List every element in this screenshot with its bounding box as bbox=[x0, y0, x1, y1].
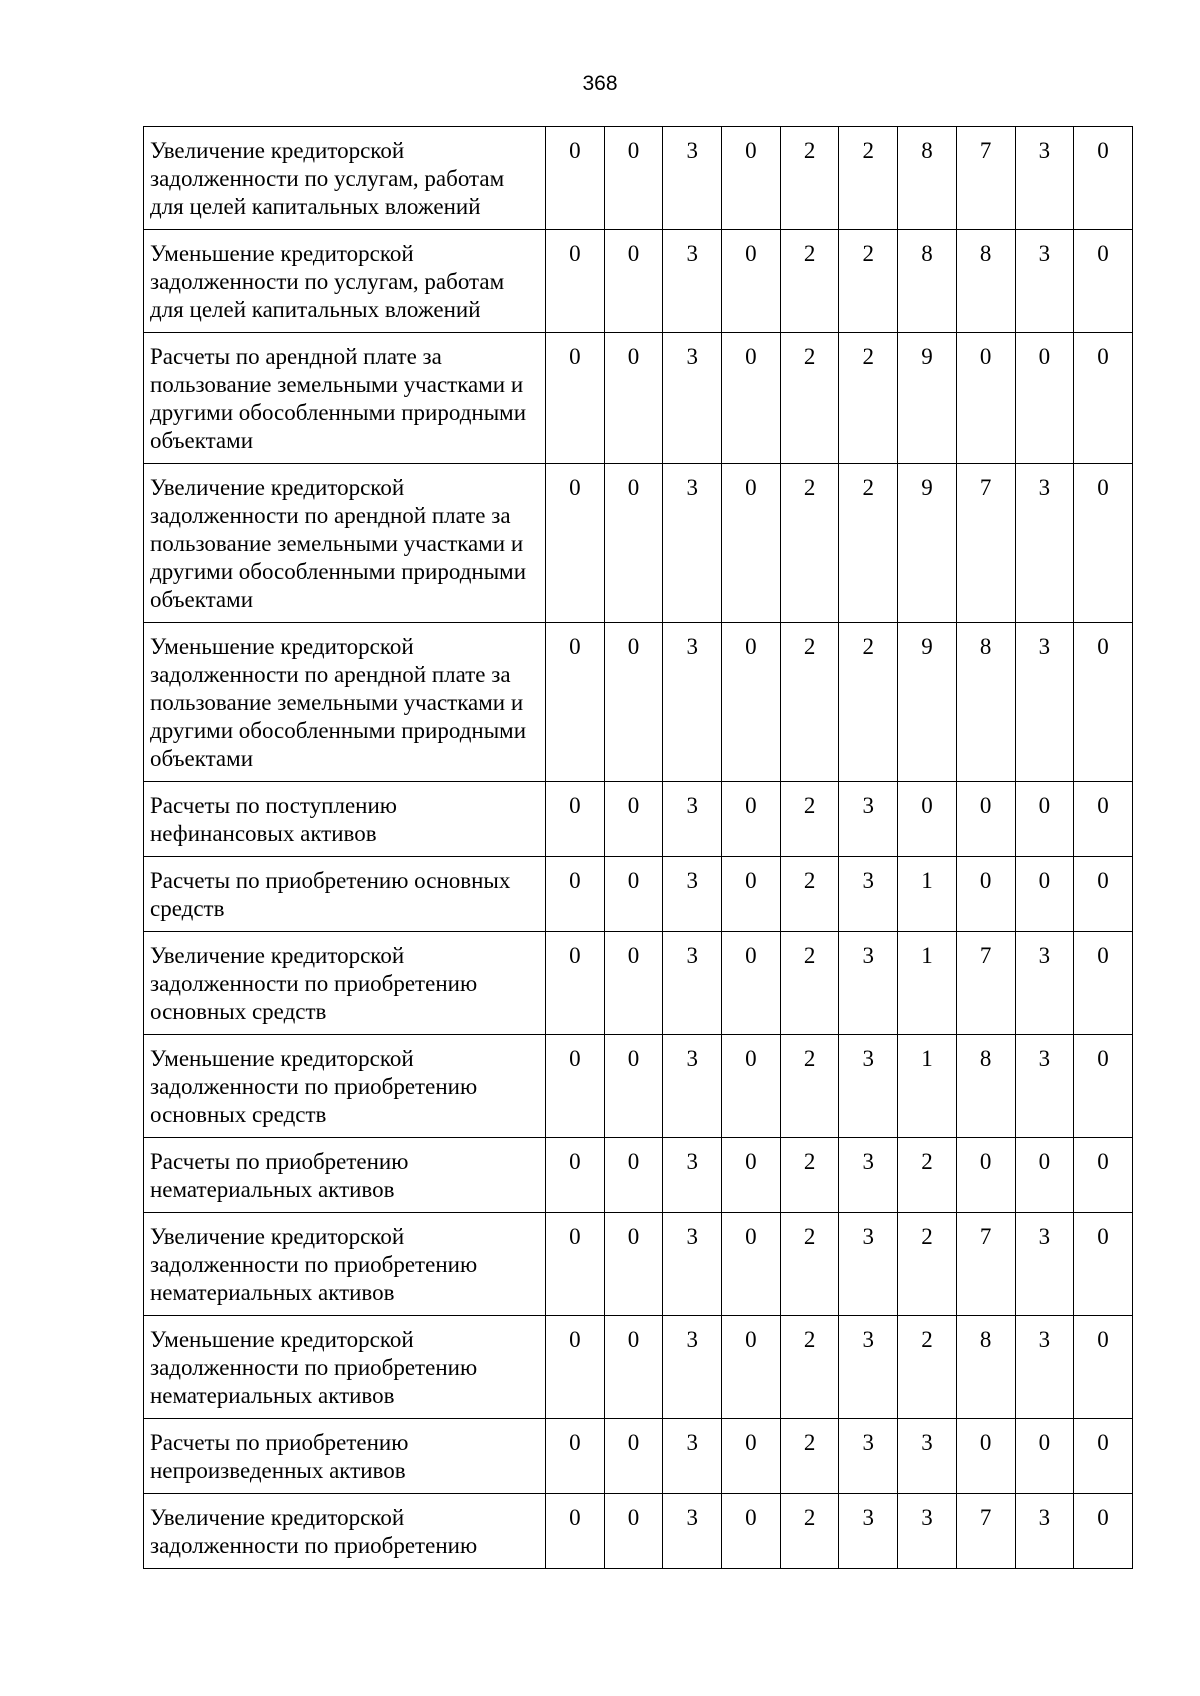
code-digit: 7 bbox=[956, 1494, 1015, 1569]
code-digit: 3 bbox=[663, 1213, 722, 1316]
code-digit: 0 bbox=[546, 464, 605, 623]
code-digit: 0 bbox=[722, 1138, 781, 1213]
code-digit: 8 bbox=[956, 623, 1015, 782]
table-row bbox=[144, 1494, 1133, 1569]
code-digit: 0 bbox=[546, 623, 605, 782]
code-digit: 0 bbox=[604, 1138, 663, 1213]
code-digit: 0 bbox=[604, 623, 663, 782]
table-row bbox=[144, 333, 1133, 464]
code-digit: 0 bbox=[604, 464, 663, 623]
code-digit: 3 bbox=[839, 932, 898, 1035]
code-digit: 0 bbox=[956, 1419, 1015, 1494]
code-digit: 0 bbox=[1074, 932, 1133, 1035]
code-digit: 2 bbox=[780, 1213, 839, 1316]
row-label: Расчеты по приобретению нематериальных активов bbox=[144, 1138, 546, 1213]
code-digit: 9 bbox=[898, 464, 957, 623]
code-digit: 3 bbox=[1015, 623, 1074, 782]
code-digit: 2 bbox=[780, 1035, 839, 1138]
code-digit: 0 bbox=[1074, 464, 1133, 623]
code-digit: 3 bbox=[1015, 230, 1074, 333]
row-label: Расчеты по приобретению основных средств bbox=[144, 857, 546, 932]
code-digit: 2 bbox=[839, 464, 898, 623]
code-digit: 0 bbox=[1074, 623, 1133, 782]
code-digit: 3 bbox=[663, 1419, 722, 1494]
code-digit: 0 bbox=[956, 857, 1015, 932]
code-digit: 0 bbox=[546, 333, 605, 464]
code-digit: 3 bbox=[839, 1213, 898, 1316]
code-digit: 3 bbox=[1015, 127, 1074, 230]
code-digit: 3 bbox=[663, 464, 722, 623]
account-codes-table bbox=[143, 126, 1133, 1569]
code-digit: 0 bbox=[1015, 857, 1074, 932]
code-digit: 8 bbox=[898, 127, 957, 230]
code-digit: 2 bbox=[780, 857, 839, 932]
code-digit: 3 bbox=[663, 782, 722, 857]
code-digit: 9 bbox=[898, 623, 957, 782]
code-digit: 7 bbox=[956, 1213, 1015, 1316]
code-digit: 8 bbox=[956, 1035, 1015, 1138]
code-digit: 3 bbox=[1015, 1213, 1074, 1316]
row-label: Расчеты по арендной плате за пользование земельными участками и другими обособленными природными объектами bbox=[144, 333, 546, 464]
code-digit: 3 bbox=[839, 1316, 898, 1419]
row-label: Увеличение кредиторской задолженности по услугам, работам для целей капитальных вложений bbox=[144, 127, 546, 230]
code-digit: 0 bbox=[956, 1138, 1015, 1213]
code-digit: 0 bbox=[1015, 1138, 1074, 1213]
code-digit: 2 bbox=[780, 623, 839, 782]
code-digit: 9 bbox=[898, 333, 957, 464]
code-digit: 2 bbox=[839, 127, 898, 230]
code-digit: 0 bbox=[546, 230, 605, 333]
code-digit: 2 bbox=[780, 782, 839, 857]
code-digit: 2 bbox=[780, 230, 839, 333]
table-row bbox=[144, 1316, 1133, 1419]
code-digit: 3 bbox=[898, 1419, 957, 1494]
code-digit: 0 bbox=[1074, 230, 1133, 333]
row-label: Уменьшение кредиторской задолженности по приобретению основных средств bbox=[144, 1035, 546, 1138]
code-digit: 0 bbox=[722, 1316, 781, 1419]
code-digit: 2 bbox=[898, 1213, 957, 1316]
code-digit: 0 bbox=[546, 127, 605, 230]
code-digit: 0 bbox=[546, 782, 605, 857]
code-digit: 0 bbox=[604, 1213, 663, 1316]
code-digit: 3 bbox=[663, 1494, 722, 1569]
table-row bbox=[144, 1213, 1133, 1316]
code-digit: 0 bbox=[546, 1316, 605, 1419]
code-digit: 0 bbox=[722, 1494, 781, 1569]
code-digit: 2 bbox=[780, 1316, 839, 1419]
code-digit: 3 bbox=[1015, 1494, 1074, 1569]
code-digit: 0 bbox=[722, 127, 781, 230]
code-digit: 0 bbox=[722, 230, 781, 333]
code-digit: 0 bbox=[604, 932, 663, 1035]
code-digit: 0 bbox=[722, 1419, 781, 1494]
code-digit: 0 bbox=[722, 1035, 781, 1138]
code-digit: 2 bbox=[839, 230, 898, 333]
code-digit: 8 bbox=[898, 230, 957, 333]
table-row bbox=[144, 464, 1133, 623]
code-digit: 0 bbox=[1074, 1316, 1133, 1419]
code-digit: 0 bbox=[546, 1419, 605, 1494]
code-digit: 3 bbox=[663, 127, 722, 230]
code-digit: 3 bbox=[839, 857, 898, 932]
code-digit: 0 bbox=[1074, 333, 1133, 464]
code-digit: 0 bbox=[722, 333, 781, 464]
code-digit: 3 bbox=[663, 932, 722, 1035]
row-label: Уменьшение кредиторской задолженности по приобретению нематериальных активов bbox=[144, 1316, 546, 1419]
code-digit: 0 bbox=[604, 1494, 663, 1569]
code-digit: 2 bbox=[780, 127, 839, 230]
code-digit: 8 bbox=[956, 230, 1015, 333]
row-label: Увеличение кредиторской задолженности по арендной плате за пользование земельными участками и другими обособленными природными объектами bbox=[144, 464, 546, 623]
code-digit: 3 bbox=[663, 230, 722, 333]
table-row bbox=[144, 1138, 1133, 1213]
code-digit: 0 bbox=[1074, 857, 1133, 932]
code-digit: 0 bbox=[1074, 1494, 1133, 1569]
code-digit: 2 bbox=[780, 333, 839, 464]
code-digit: 2 bbox=[780, 932, 839, 1035]
code-digit: 0 bbox=[898, 782, 957, 857]
code-digit: 0 bbox=[1015, 1419, 1074, 1494]
table-row bbox=[144, 1419, 1133, 1494]
code-digit: 0 bbox=[722, 782, 781, 857]
code-digit: 2 bbox=[898, 1316, 957, 1419]
code-digit: 0 bbox=[604, 857, 663, 932]
table-row bbox=[144, 127, 1133, 230]
code-digit: 3 bbox=[839, 782, 898, 857]
table-row bbox=[144, 623, 1133, 782]
row-label: Увеличение кредиторской задолженности по приобретению основных средств bbox=[144, 932, 546, 1035]
code-digit: 3 bbox=[839, 1138, 898, 1213]
code-digit: 0 bbox=[1074, 1419, 1133, 1494]
table-row bbox=[144, 782, 1133, 857]
code-digit: 0 bbox=[722, 857, 781, 932]
code-digit: 0 bbox=[604, 1316, 663, 1419]
code-digit: 3 bbox=[1015, 1316, 1074, 1419]
code-digit: 1 bbox=[898, 1035, 957, 1138]
code-digit: 0 bbox=[604, 782, 663, 857]
code-digit: 2 bbox=[780, 1138, 839, 1213]
row-label: Уменьшение кредиторской задолженности по услугам, работам для целей капитальных вложений bbox=[144, 230, 546, 333]
code-digit: 0 bbox=[722, 932, 781, 1035]
code-digit: 0 bbox=[546, 1035, 605, 1138]
code-digit: 0 bbox=[1074, 127, 1133, 230]
code-digit: 3 bbox=[663, 333, 722, 464]
code-digit: 7 bbox=[956, 464, 1015, 623]
code-digit: 0 bbox=[604, 333, 663, 464]
code-digit: 0 bbox=[1015, 333, 1074, 464]
code-digit: 0 bbox=[546, 857, 605, 932]
code-digit: 0 bbox=[546, 1494, 605, 1569]
code-digit: 2 bbox=[780, 1494, 839, 1569]
code-digit: 0 bbox=[722, 623, 781, 782]
code-digit: 0 bbox=[546, 1138, 605, 1213]
table-row bbox=[144, 932, 1133, 1035]
code-digit: 3 bbox=[1015, 932, 1074, 1035]
code-digit: 3 bbox=[663, 1138, 722, 1213]
code-digit: 0 bbox=[546, 1213, 605, 1316]
row-label: Расчеты по приобретению непроизведенных активов bbox=[144, 1419, 546, 1494]
code-digit: 3 bbox=[839, 1494, 898, 1569]
code-digit: 3 bbox=[1015, 464, 1074, 623]
code-digit: 1 bbox=[898, 932, 957, 1035]
code-digit: 0 bbox=[546, 932, 605, 1035]
code-digit: 3 bbox=[663, 1035, 722, 1138]
code-digit: 3 bbox=[839, 1035, 898, 1138]
code-digit: 2 bbox=[839, 623, 898, 782]
code-digit: 7 bbox=[956, 127, 1015, 230]
code-digit: 0 bbox=[1015, 782, 1074, 857]
code-digit: 3 bbox=[663, 1316, 722, 1419]
code-digit: 7 bbox=[956, 932, 1015, 1035]
code-digit: 0 bbox=[1074, 1035, 1133, 1138]
page-number: 368 bbox=[582, 72, 618, 95]
code-digit: 0 bbox=[604, 1419, 663, 1494]
code-digit: 0 bbox=[722, 464, 781, 623]
row-label: Увеличение кредиторской задолженности по приобретению нематериальных активов bbox=[144, 1213, 546, 1316]
code-digit: 0 bbox=[1074, 1138, 1133, 1213]
code-digit: 2 bbox=[898, 1138, 957, 1213]
code-digit: 0 bbox=[956, 333, 1015, 464]
code-digit: 2 bbox=[839, 333, 898, 464]
code-digit: 0 bbox=[1074, 1213, 1133, 1316]
code-digit: 0 bbox=[722, 1213, 781, 1316]
code-digit: 0 bbox=[956, 782, 1015, 857]
code-digit: 0 bbox=[604, 127, 663, 230]
row-label: Расчеты по поступлению нефинансовых активов bbox=[144, 782, 546, 857]
code-digit: 1 bbox=[898, 857, 957, 932]
code-digit: 2 bbox=[780, 1419, 839, 1494]
code-digit: 2 bbox=[780, 464, 839, 623]
row-label: Увеличение кредиторской задолженности по приобретению bbox=[144, 1494, 546, 1569]
table-row bbox=[144, 857, 1133, 932]
table-row bbox=[144, 230, 1133, 333]
code-digit: 3 bbox=[1015, 1035, 1074, 1138]
code-digit: 0 bbox=[604, 1035, 663, 1138]
table-row bbox=[144, 1035, 1133, 1138]
code-digit: 3 bbox=[898, 1494, 957, 1569]
table-body bbox=[144, 127, 1133, 1569]
code-digit: 3 bbox=[663, 857, 722, 932]
code-digit: 8 bbox=[956, 1316, 1015, 1419]
code-digit: 0 bbox=[604, 230, 663, 333]
code-digit: 0 bbox=[1074, 782, 1133, 857]
code-digit: 3 bbox=[663, 623, 722, 782]
code-digit: 3 bbox=[839, 1419, 898, 1494]
row-label: Уменьшение кредиторской задолженности по арендной плате за пользование земельными участками и другими обособленными природными объектами bbox=[144, 623, 546, 782]
